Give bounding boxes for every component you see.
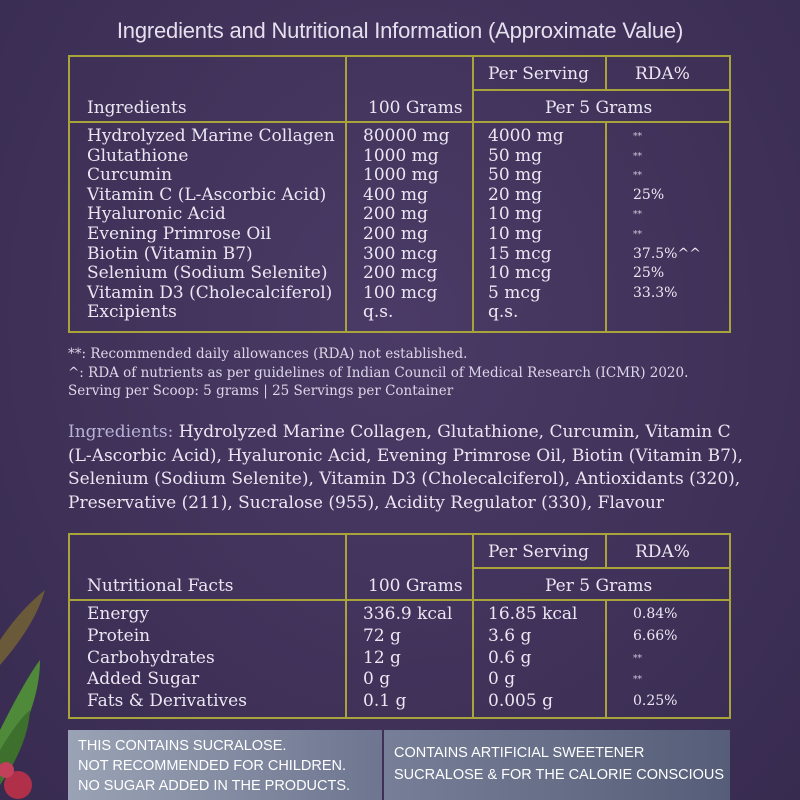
row-per5: 3.6 g bbox=[488, 625, 532, 646]
row-per5: 50 mg bbox=[488, 145, 543, 166]
table-header-100g: 100 Grams bbox=[368, 98, 463, 118]
sweetener-notice-box bbox=[384, 730, 730, 800]
row-rda: ** bbox=[633, 653, 642, 664]
row-per5: 5 mcg bbox=[488, 282, 541, 303]
warning-line: THIS CONTAINS SUCRALOSE. bbox=[78, 738, 287, 754]
row-name: Vitamin C (L-Ascorbic Acid) bbox=[87, 184, 327, 205]
row-name: Added Sugar bbox=[87, 669, 200, 690]
row-100g: 1000 mg bbox=[363, 145, 439, 166]
row-name: Energy bbox=[87, 604, 150, 624]
nutrition-table bbox=[68, 533, 731, 719]
row-rda: 33.3% bbox=[633, 284, 678, 301]
table-header-per5: Per 5 Grams bbox=[545, 98, 653, 118]
row-name: Excipients bbox=[87, 302, 177, 323]
row-per5: 10 mcg bbox=[488, 263, 552, 284]
row-100g: 200 mg bbox=[363, 224, 428, 244]
footnote-rda-not-established: **: Recommended daily allowances (RDA) not established. bbox=[68, 346, 468, 362]
row-rda: 0.25% bbox=[633, 693, 678, 710]
ingredients-paragraph bbox=[68, 421, 748, 515]
warning-line: NO SUGAR ADDED IN THE PRODUCTS. bbox=[78, 778, 351, 794]
row-rda: 37.5%^^ bbox=[633, 245, 701, 262]
row-per5: q.s. bbox=[488, 302, 519, 323]
row-per5: 10 mg bbox=[488, 204, 543, 225]
footnote-icmr: ^: RDA of nutrients as per guidelines of Indian Council of Medical Research (ICMR) 2020. bbox=[68, 364, 689, 381]
sucralose-warning-box bbox=[68, 730, 382, 800]
ingredients-label: Ingredients: bbox=[68, 422, 174, 442]
row-name: Hydrolyzed Marine Collagen bbox=[87, 126, 335, 146]
row-rda: ** bbox=[633, 171, 642, 182]
row-100g: 200 mg bbox=[363, 204, 428, 225]
row-name: Glutathione bbox=[87, 145, 189, 166]
row-100g: 80000 mg bbox=[363, 126, 450, 146]
row-100g: 0 g bbox=[363, 669, 391, 690]
row-100g: q.s. bbox=[363, 302, 394, 323]
leaf-decoration bbox=[0, 570, 60, 800]
ingredients-text: Hydrolyzed Marine Collagen, Glutathione, Curcumin, Vitamin C (L-Ascorbic Acid), Hyaluronic Acid, Evening Primrose Oil, Biotin (Vitamin B7), Selenium (Sodium Selenite), Vitamin D3 (Cholecalciferol), Antioxidants (320), Preservative (211), Sucralose (955), Acidity Regulator (330), Flavour bbox=[68, 422, 743, 513]
row-per5: 0.6 g bbox=[488, 647, 532, 668]
table2-header-per-serving: Per Serving bbox=[488, 542, 589, 562]
table-header-per-serving: Per Serving bbox=[488, 64, 589, 84]
row-100g: 336.9 kcal bbox=[363, 604, 453, 624]
footnotes bbox=[68, 345, 688, 401]
row-100g: 72 g bbox=[363, 625, 401, 646]
row-rda: ** bbox=[633, 210, 642, 221]
row-100g: 1000 mg bbox=[363, 165, 439, 186]
table-header-rda: RDA% bbox=[635, 64, 690, 84]
row-100g: 12 g bbox=[363, 647, 401, 668]
row-rda: ** bbox=[633, 132, 642, 142]
warning-line: NOT RECOMMENDED FOR CHILDREN. bbox=[78, 758, 346, 774]
row-100g: 200 mcg bbox=[363, 263, 438, 284]
table2-header-rda: RDA% bbox=[635, 542, 690, 562]
row-per5: 4000 mg bbox=[488, 126, 564, 146]
row-per5: 15 mcg bbox=[488, 243, 552, 264]
ingredients-table bbox=[68, 55, 731, 333]
row-name: Evening Primrose Oil bbox=[87, 224, 272, 244]
row-name: Protein bbox=[87, 625, 151, 646]
row-rda: 25% bbox=[633, 186, 665, 203]
row-rda: ** bbox=[633, 675, 642, 686]
row-name: Vitamin D3 (Cholecalciferol) bbox=[87, 282, 333, 303]
page-title: Ingredients and Nutritional Information (Approximate Value) bbox=[116, 18, 684, 43]
row-100g: 100 mcg bbox=[363, 282, 438, 303]
row-per5: 0.005 g bbox=[488, 691, 553, 712]
table2-header-nutritional-facts: Nutritional Facts bbox=[87, 576, 234, 596]
table2-header-per5: Per 5 Grams bbox=[545, 576, 653, 596]
row-name: Biotin (Vitamin B7) bbox=[87, 243, 253, 264]
row-rda: 6.66% bbox=[633, 627, 678, 644]
notice-line: CONTAINS ARTIFICIAL SWEETENER bbox=[394, 745, 645, 761]
row-name: Fats & Derivatives bbox=[87, 691, 247, 712]
table-header-ingredients: Ingredients bbox=[87, 98, 187, 118]
row-name: Curcumin bbox=[87, 165, 173, 186]
table2-header-100g: 100 Grams bbox=[368, 576, 463, 596]
row-per5: 0 g bbox=[488, 669, 516, 690]
row-per5: 50 mg bbox=[488, 165, 543, 186]
notice-line: SUCRALOSE & FOR THE CALORIE CONSCIOUS bbox=[394, 767, 725, 783]
row-per5: 10 mg bbox=[488, 224, 543, 244]
row-rda: 25% bbox=[633, 265, 665, 282]
row-per5: 20 mg bbox=[488, 184, 543, 205]
row-name: Carbohydrates bbox=[87, 647, 215, 668]
row-100g: 0.1 g bbox=[363, 691, 407, 712]
row-rda: ** bbox=[633, 151, 642, 162]
row-100g: 300 mcg bbox=[363, 243, 438, 264]
row-rda: ** bbox=[633, 230, 642, 240]
row-name: Selenium (Sodium Selenite) bbox=[87, 263, 328, 284]
row-per5: 16.85 kcal bbox=[488, 604, 578, 624]
row-name: Hyaluronic Acid bbox=[87, 204, 226, 225]
row-rda: 0.84% bbox=[633, 606, 678, 622]
row-100g: 400 mg bbox=[363, 184, 428, 205]
footnote-serving: Serving per Scoop: 5 grams | 25 Servings per Container bbox=[68, 383, 454, 399]
